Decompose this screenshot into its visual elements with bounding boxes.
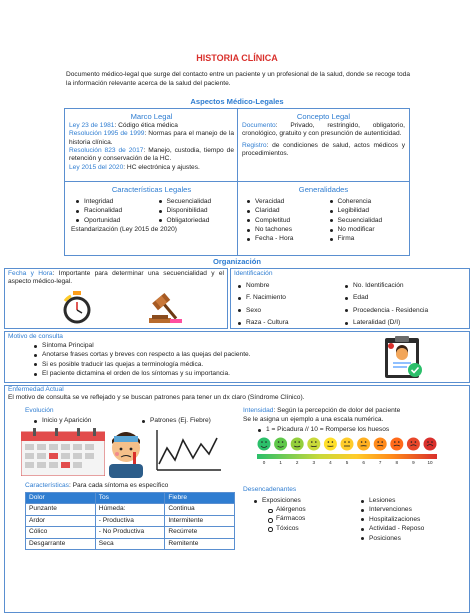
pain-scale xyxy=(255,436,439,474)
registro-label: Registro xyxy=(242,141,267,149)
pain-face-icon xyxy=(390,438,403,451)
motivo-box xyxy=(4,331,470,383)
marco-heading: Marco Legal xyxy=(130,112,173,121)
list-item: F. Nacimiento xyxy=(237,294,347,302)
ley23-label: Ley 23 de 1981 xyxy=(69,121,115,129)
pain-face-icon xyxy=(291,438,304,451)
list-item: Lateralidad (D/I) xyxy=(344,319,469,327)
organizacion-title: Organización xyxy=(212,257,262,266)
list-item: Patrones (Ej. Fiebre) xyxy=(141,417,241,425)
concepto-heading: Concepto Legal xyxy=(296,112,351,121)
pain-face-icon xyxy=(407,438,420,451)
list-item: Claridad xyxy=(246,207,323,215)
list-item: Edad xyxy=(344,294,469,302)
generalidades-heading: Generalidades xyxy=(298,185,349,194)
list-item: Actividad - Reposo xyxy=(360,525,470,533)
page-title: HISTORIA CLÍNICA xyxy=(196,53,278,63)
pain-face-icon xyxy=(374,438,387,451)
list-item: Completitud xyxy=(246,217,323,225)
list-item: Firma xyxy=(329,235,406,243)
enfermedad-heading: Enfermedad Actual xyxy=(8,386,64,393)
documento-text: : Privado, restringido, obligatorio, cronológico, gratuito y con presunción de autenticidad. xyxy=(242,121,405,138)
list-item: No. Identificación xyxy=(344,282,469,290)
scale-number: 7 xyxy=(378,460,382,465)
list-item: Secuencialidad xyxy=(329,217,406,225)
caracteristicas-label: Características xyxy=(25,482,69,489)
scale-number: 9 xyxy=(412,460,415,465)
pain-face-icon xyxy=(424,438,437,451)
scale-number: 8 xyxy=(395,460,399,465)
list-item: Alérgenos xyxy=(267,506,357,514)
list-item: No modificar xyxy=(329,226,406,234)
list-item: Sexo xyxy=(237,307,347,315)
caracteristicas-table xyxy=(25,492,235,550)
table-header: Fiebre xyxy=(165,493,235,504)
list-item: Fecha - Hora xyxy=(246,235,323,243)
caracteristicas-heading: Características Legales xyxy=(111,185,192,194)
sick-patient-icon xyxy=(105,426,147,478)
enfermedad-box xyxy=(4,385,470,613)
ley23-text: : Código ética médica xyxy=(114,121,178,129)
fecha-text: : Importante para determinar una secuencialidad y el aspecto médico-legal. xyxy=(8,270,224,286)
table-header: Tos xyxy=(95,493,165,504)
documento-label: Documento xyxy=(242,121,276,129)
aspectos-title: Aspectos Médico-Legales xyxy=(190,97,284,106)
table-header: Dolor xyxy=(26,493,96,504)
identificacion-box xyxy=(230,268,470,329)
table-cell: Intermitente xyxy=(165,515,235,526)
list-item: Intervenciones xyxy=(360,506,470,514)
list-item: Hospitalizaciones xyxy=(360,516,470,524)
list-item: Integridad xyxy=(75,198,152,206)
pain-face-icon xyxy=(357,438,370,451)
table-row xyxy=(26,538,235,549)
scale-number: 10 xyxy=(427,460,433,465)
evolucion-heading: Evolución xyxy=(25,407,54,414)
table-row xyxy=(26,504,235,515)
list-item: Procedencia - Residencia xyxy=(344,307,469,315)
escala-text: Se le asigna un ejemplo a una escala numérica. xyxy=(243,416,384,423)
pain-face-icon xyxy=(341,438,354,451)
clock-icon xyxy=(61,291,93,325)
marco-legal xyxy=(69,112,234,172)
res823-text: : Manejo, custodia, tiempo de retención y conservación de la HC. xyxy=(69,147,234,163)
intro-text: Documento médico-legal que surge del contacto entre un paciente y un profesional de la salud, donde se recoge toda la información relevante acerca de la salud del paciente. xyxy=(66,71,410,87)
aspectos-box xyxy=(64,108,410,256)
list-item: Disponibilidad xyxy=(158,207,235,215)
table-cell: Remitente xyxy=(165,538,235,549)
enfermedad-text: El motivo de consulta se ve reflejado y se buscan patrones para tener un dx claro (Síndrome Clínico). xyxy=(8,394,305,401)
desencadenantes-heading: Desencadenantes xyxy=(243,486,297,493)
intensidad-text: : Según la percepción de dolor del paciente xyxy=(273,407,401,414)
list-item: Nombre xyxy=(237,282,347,290)
calendar-icon xyxy=(21,428,105,476)
table-cell: Cólico xyxy=(26,527,96,538)
motivo-heading: Motivo de consulta xyxy=(8,333,63,340)
list-item: Legibilidad xyxy=(329,207,406,215)
list-item: Oportunidad xyxy=(75,217,152,225)
list-item: Exposiciones xyxy=(253,497,353,505)
identificacion-heading: Identificación xyxy=(234,270,273,277)
generalidades xyxy=(242,185,405,245)
list-item: Coherencia xyxy=(329,198,406,206)
caracteristicas-legales xyxy=(69,185,234,234)
scale-number: 4 xyxy=(329,460,332,465)
list-item: Veracidad xyxy=(246,198,323,206)
scale-number: 3 xyxy=(312,460,316,465)
list-item: No tachones xyxy=(246,226,323,234)
table-cell: Seca xyxy=(95,538,165,549)
list-item: Anotarse frases cortas y breves con respecto a las quejas del paciente. xyxy=(33,351,373,359)
registro-text: : de condiciones de salud, actos médicos y procedimientos. xyxy=(242,141,405,158)
medical-record-icon xyxy=(379,334,425,380)
scale-number: 2 xyxy=(295,460,299,465)
res1995-text: : Normas para el manejo de la historia clínica. xyxy=(69,130,234,146)
pain-face-icon xyxy=(274,438,287,451)
list-item: Fármacos xyxy=(267,515,357,523)
table-row xyxy=(26,515,235,526)
list-item: Síntoma Principal xyxy=(33,342,373,350)
list-item: Obligatoriedad xyxy=(158,217,235,225)
table-cell: - No Productiva xyxy=(95,527,165,538)
table-cell: Continua xyxy=(165,504,235,515)
list-item: Lesiones xyxy=(360,497,470,505)
res1995-label: Resolución 1995 de 1999 xyxy=(69,130,145,138)
pain-face-icon xyxy=(307,438,320,451)
caracteristicas-text: : Para cada síntoma es específico xyxy=(68,482,169,489)
list-item: 1 = Picadura // 10 = Romperse los huesos xyxy=(257,426,467,434)
gavel-icon xyxy=(147,289,183,325)
concepto-legal xyxy=(242,112,405,158)
table-cell: Húmeda: xyxy=(95,504,165,515)
table-cell: - Productiva xyxy=(95,515,165,526)
scale-number: 5 xyxy=(345,460,349,465)
scale-number: 6 xyxy=(362,460,365,465)
table-row xyxy=(26,527,235,538)
table-cell: Punzante xyxy=(26,504,96,515)
scale-number: 1 xyxy=(279,460,282,465)
ley2015-label: Ley 2015 del 2020 xyxy=(69,163,124,171)
res823-label: Resolución 823 de 2017 xyxy=(69,147,144,155)
pattern-chart-icon xyxy=(155,430,221,472)
list-item: Secuencialidad xyxy=(158,198,235,206)
list-item: Tóxicos xyxy=(267,525,357,533)
list-item: Si es posible traducir las quejas a terminología médica. xyxy=(33,361,373,369)
list-item: Inicio y Aparición xyxy=(33,417,133,425)
list-item: Raza - Cultura xyxy=(237,319,347,327)
fecha-label: Fecha y Hora xyxy=(8,270,53,277)
list-item: Racionalidad xyxy=(75,207,152,215)
list-item: Posiciones xyxy=(360,535,470,543)
fecha-box xyxy=(4,268,228,329)
list-item: El paciente dictamina el orden de los síntomas y su importancia. xyxy=(33,370,373,378)
table-cell: Desgarrante xyxy=(26,538,96,549)
table-cell: Ardor xyxy=(26,515,96,526)
ley2015-text: : HC electrónica y ajustes. xyxy=(123,163,200,171)
pain-face-icon xyxy=(324,438,337,451)
pain-face-icon xyxy=(258,438,271,451)
intensidad-label: Intensidad xyxy=(243,407,274,414)
table-cell: Recúrrete xyxy=(165,527,235,538)
scale-number: 0 xyxy=(262,460,266,465)
estandarizacion-text: Estandarización (Ley 2015 de 2020) xyxy=(71,226,177,234)
